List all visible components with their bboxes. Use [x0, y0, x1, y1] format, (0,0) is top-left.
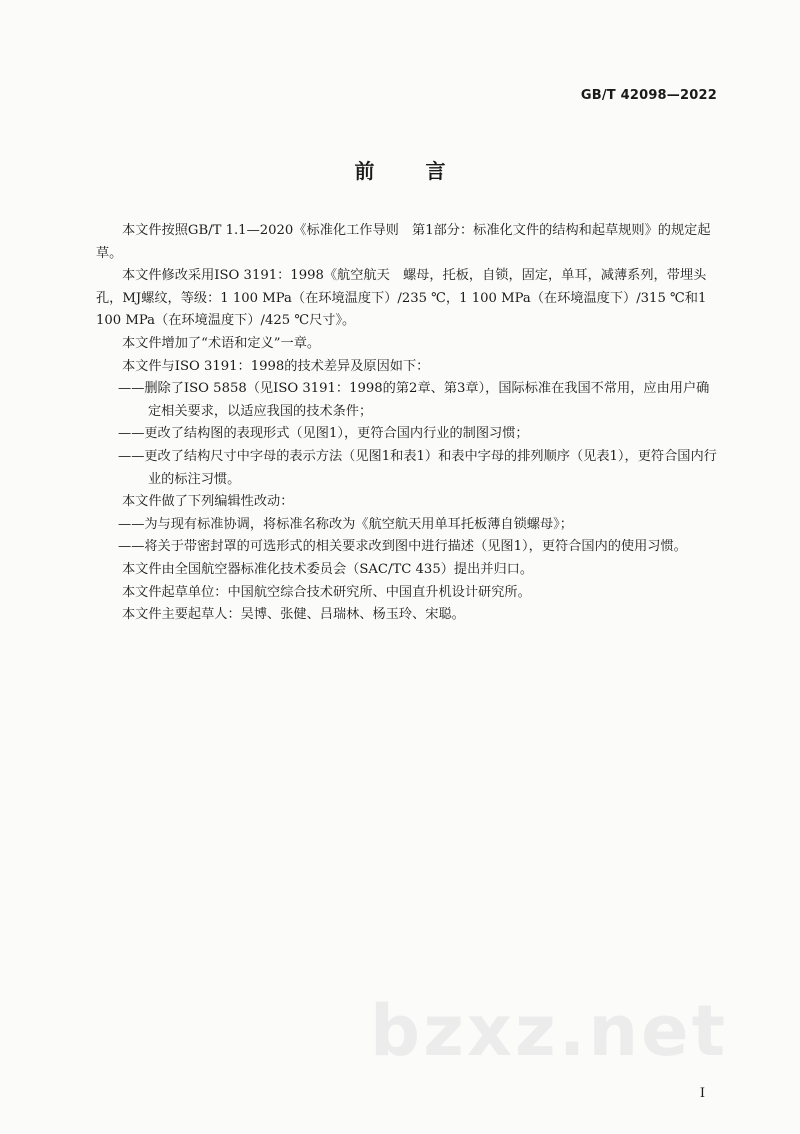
preface-body: [96, 220, 722, 627]
paragraph-drafting-units: 本文件起草单位：中国航空综合技术研究所、中国直升机设计研究所。: [122, 584, 531, 600]
paragraph-added-chapter: 本文件增加了“术语和定义”一章。: [122, 335, 321, 351]
paragraph-committee: 本文件由全国航空器标准化技术委员会（SAC/TC 435）提出并归口。: [122, 561, 534, 577]
list-item-editorial-1: ——为与现有标准协调，将标准名称改为《航空航天用单耳托板薄自锁螺母》；: [118, 516, 573, 532]
list-item-editorial-2: ——将关于带密封罩的可选形式的相关要求改到图中进行描述（见图1），更符合国内的使用习惯。: [118, 539, 687, 555]
list-item-difference-1: ——删除了ISO 5858（见ISO 3191：1998的第2章、第3章），国际标准在我国不常用，应由用户确定相关要求，以适应我国的技术条件；: [118, 381, 710, 419]
list-item-difference-3: ——更改了结构尺寸中字母的表示方法（见图1和表1）和表中字母的排列顺序（见表1），更符合国内行业的标注习惯。: [118, 448, 717, 487]
paragraph-drafting-rules: 本文件按照GB/T 1.1—2020《标准化工作导则 第1部分：标准化文件的结构和起草规则》的规定起草。: [96, 223, 711, 261]
list-item-difference-2: ——更改了结构图的表现形式（见图1），更符合国内行业的制图习惯；: [118, 426, 529, 442]
paragraph-drafters: 本文件主要起草人：吴博、张健、吕瑞林、杨玉玲、宋聪。: [122, 607, 465, 623]
standard-number: GB/T 42098—2022: [580, 88, 717, 103]
page-title: 前 言: [354, 159, 468, 183]
paragraph-differences-intro: 本文件与ISO 3191：1998的技术差异及原因如下：: [122, 358, 430, 374]
paragraph-adoption: 本文件修改采用ISO 3191：1998《航空航天 螺母，托板，自锁，固定，单耳，减薄系列，带埋头孔，MJ螺纹，等级：1 100 MPa（在环境温度下）/235 ℃，1 100 MPa（在环境温度下）/315 ℃和1 100 MPa（在环境温度下）/425 ℃尺寸》。: [96, 268, 707, 329]
paragraph-editorial-intro: 本文件做了下列编辑性改动：: [122, 494, 294, 510]
page-number: I: [699, 1086, 705, 1101]
watermark-logo: bzxz.net: [370, 990, 729, 1072]
